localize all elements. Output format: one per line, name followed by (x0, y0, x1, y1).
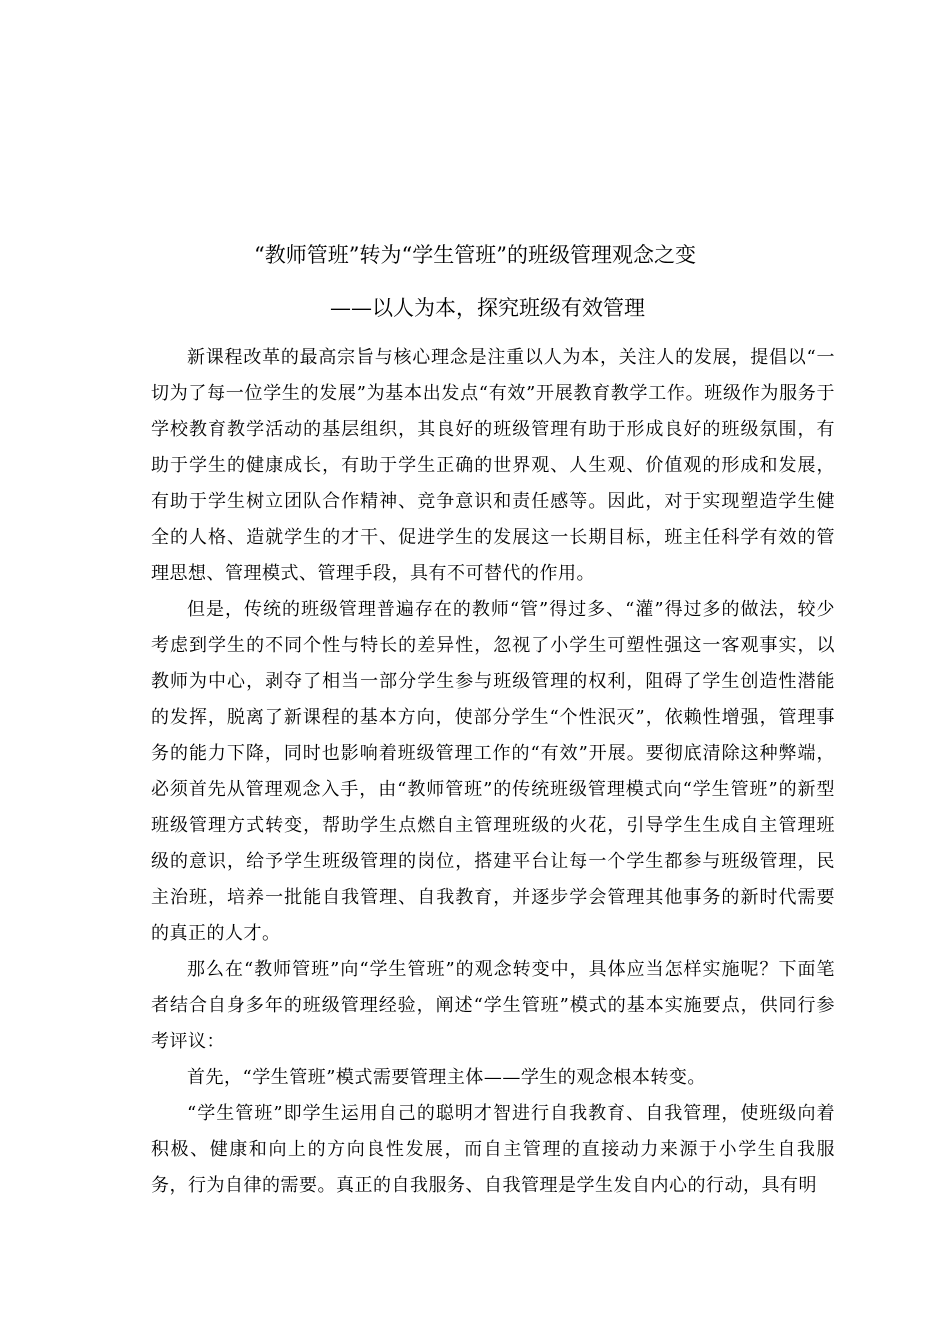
paragraph-5: “学生管班”即学生运用自己的聪明才智进行自我教育、自我管理，使班级向着积极、健康和向上的方向良性发展，而自主管理的直接动力来源于小学生自我服务，行为自律的需要。真正的自我服务、自我管理是学生发自内心的行动，具有明 (151, 1103, 835, 1196)
paragraph-1: 新课程改革的最高宗旨与核心理念是注重以人为本，关注人的发展，提倡以“一切为了每一位学生的发展”为基本出发点“有效”开展教育教学工作。班级作为服务于学校教育教学活动的基层组织，其良好的班级管理有助于形成良好的班级氛围，有助于学生的健康成长，有助于学生正确的世界观、人生观、价值观的形成和发展，有助于学生树立团队合作精神、竞争意识和责任感等。因此，对于实现塑造学生健全的人格、造就学生的才干、促进学生的发展这一长期目标，班主任科学有效的管理思想、管理模式、管理手段，具有不可替代的作用。 (151, 347, 835, 584)
paragraph-2: 但是，传统的班级管理普遍存在的教师“管”得过多、“灌”得过多的做法，较少考虑到学生的不同个性与特长的差异性，忽视了小学生可塑性强这一客观事实，以教师为中心，剥夺了相当一部分学生参与班级管理的权利，阻碍了学生创造性潜能的发挥，脱离了新课程的基本方向，使部分学生“个性泯灭”，依赖性增强，管理事务的能力下降，同时也影响着班级管理工作的“有效”开展。要彻底清除这种弊端，必须首先从管理观念入手，由“教师管班”的传统班级管理模式向“学生管班”的新型班级管理方式转变，帮助学生点燃自主管理班级的火花，引导学生生成自主管理班级的意识，给予学生班级管理的岗位，搭建平台让每一个学生都参与班级管理，民主治班，培养一批能自我管理、自我教育，并逐步学会管理其他事务的新时代需要的真正的人才。 (151, 599, 835, 944)
document-body (151, 340, 835, 1204)
paragraph-4: 首先，“学生管班”模式需要管理主体——学生的观念根本转变。 (187, 1067, 706, 1088)
document-title: “教师管班”转为“学生管班”的班级管理观念之变 (254, 243, 696, 267)
paragraph-3: 那么在“教师管班”向“学生管班”的观念转变中，具体应当怎样实施呢？下面笔者结合自身多年的班级管理经验，阐述“学生管班”模式的基本实施要点，供同行参考评议： (151, 959, 835, 1052)
document-subtitle: ——以人为本，探究班级有效管理 (330, 296, 645, 320)
